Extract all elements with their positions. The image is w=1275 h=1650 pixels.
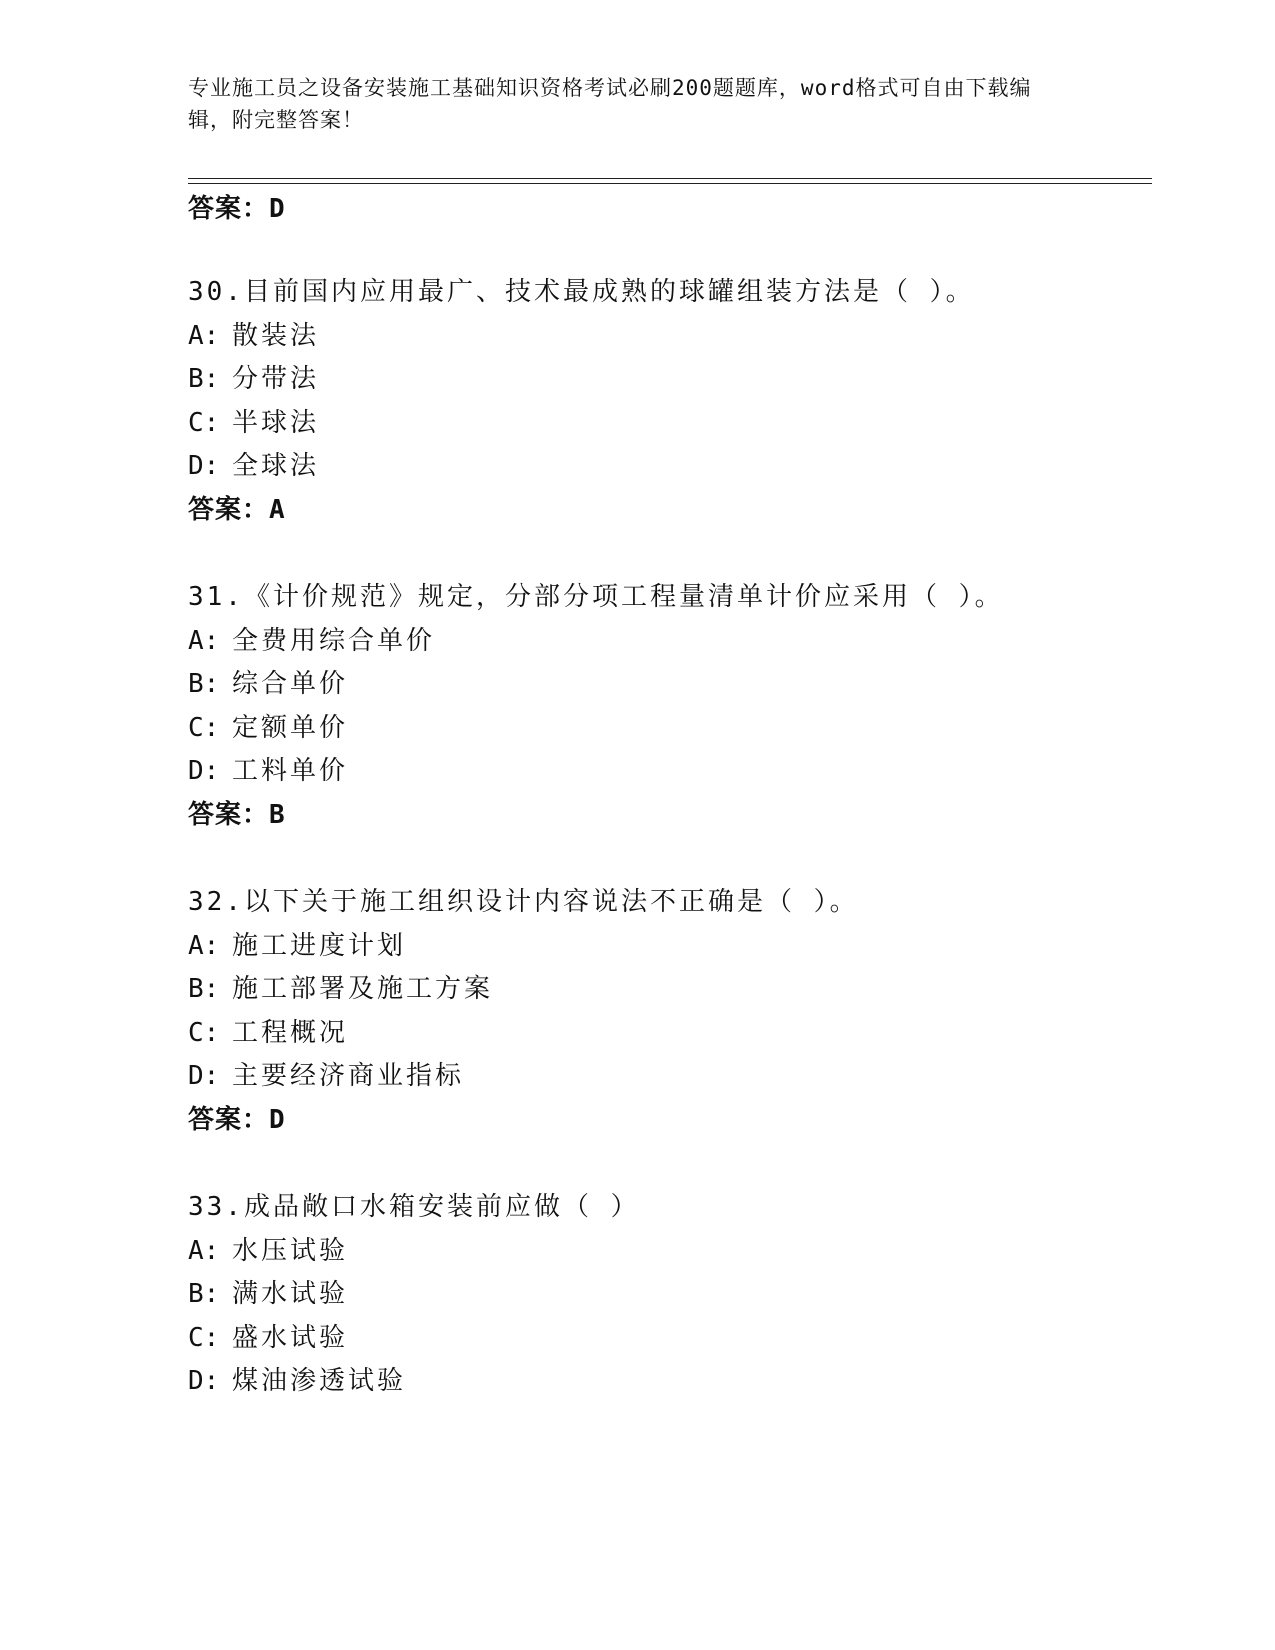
option-text: 施工部署及施工方案 — [232, 974, 494, 1004]
answer-label: 答案： — [188, 1105, 270, 1135]
option-key: B: — [188, 669, 220, 699]
option-key: A: — [188, 1236, 220, 1266]
option-text: 主要经济商业指标 — [232, 1061, 465, 1091]
option-c — [188, 1321, 348, 1355]
option-text: 分带法 — [232, 364, 320, 394]
option-text: 全球法 — [232, 451, 320, 481]
header-divider-bottom — [188, 183, 1152, 184]
option-text: 定额单价 — [232, 713, 349, 743]
option-key: B: — [188, 974, 220, 1004]
option-key: C: — [188, 713, 220, 743]
option-key: C: — [188, 1018, 220, 1048]
option-text: 盛水试验 — [232, 1323, 349, 1353]
option-a — [188, 319, 319, 353]
option-text: 散装法 — [232, 321, 320, 351]
option-c — [188, 406, 319, 440]
answer-value: B — [269, 800, 286, 830]
option-key: B: — [188, 1279, 220, 1309]
option-key: D: — [188, 451, 220, 481]
option-d — [188, 1059, 464, 1093]
option-b — [188, 1277, 348, 1311]
option-text: 工料单价 — [232, 756, 349, 786]
option-b — [188, 667, 348, 701]
option-key: A: — [188, 931, 220, 961]
option-key: D: — [188, 756, 220, 786]
answer-line — [188, 192, 286, 226]
option-key: D: — [188, 1366, 220, 1396]
option-key: B: — [188, 364, 220, 394]
option-d — [188, 1364, 406, 1398]
answer-label: 答案： — [188, 495, 270, 525]
answer-label: 答案： — [188, 800, 270, 830]
option-key: A: — [188, 321, 220, 351]
answer-line — [188, 493, 286, 527]
option-d — [188, 449, 319, 483]
option-text: 满水试验 — [232, 1279, 349, 1309]
option-a — [188, 1234, 348, 1268]
answer-value: D — [269, 1105, 286, 1135]
document-header: 专业施工员之设备安装施工基础知识资格考试必刷200题题库，word格式可自由下载编辑，附完整答案！ — [188, 76, 1032, 132]
question-stem: 33.成品敞口水箱安装前应做（ ） — [188, 1192, 640, 1222]
question-stem: 31.《计价规范》规定，分部分项工程量清单计价应采用（ ）。 — [188, 582, 1004, 612]
option-c — [188, 1016, 348, 1050]
option-text: 全费用综合单价 — [232, 626, 436, 656]
answer-label: 答案： — [188, 194, 270, 224]
option-a — [188, 624, 435, 658]
answer-value: A — [269, 495, 286, 525]
option-key: C: — [188, 408, 220, 438]
option-text: 施工进度计划 — [232, 931, 407, 961]
question-stem: 32.以下关于施工组织设计内容说法不正确是（ ）。 — [188, 887, 859, 917]
option-text: 工程概况 — [232, 1018, 349, 1048]
option-a — [188, 929, 406, 963]
option-c — [188, 711, 348, 745]
option-b — [188, 972, 493, 1006]
option-d — [188, 754, 348, 788]
option-text: 水压试验 — [232, 1236, 349, 1266]
option-b — [188, 362, 319, 396]
option-key: A: — [188, 626, 220, 656]
option-text: 半球法 — [232, 408, 320, 438]
option-text: 煤油渗透试验 — [232, 1366, 407, 1396]
option-text: 综合单价 — [232, 669, 349, 699]
answer-line — [188, 798, 286, 832]
answer-value: D — [269, 194, 286, 224]
answer-line — [188, 1103, 286, 1137]
option-key: D: — [188, 1061, 220, 1091]
option-key: C: — [188, 1323, 220, 1353]
question-stem: 30.目前国内应用最广、技术最成熟的球罐组装方法是（ ）。 — [188, 277, 975, 307]
header-divider-top — [188, 178, 1152, 179]
